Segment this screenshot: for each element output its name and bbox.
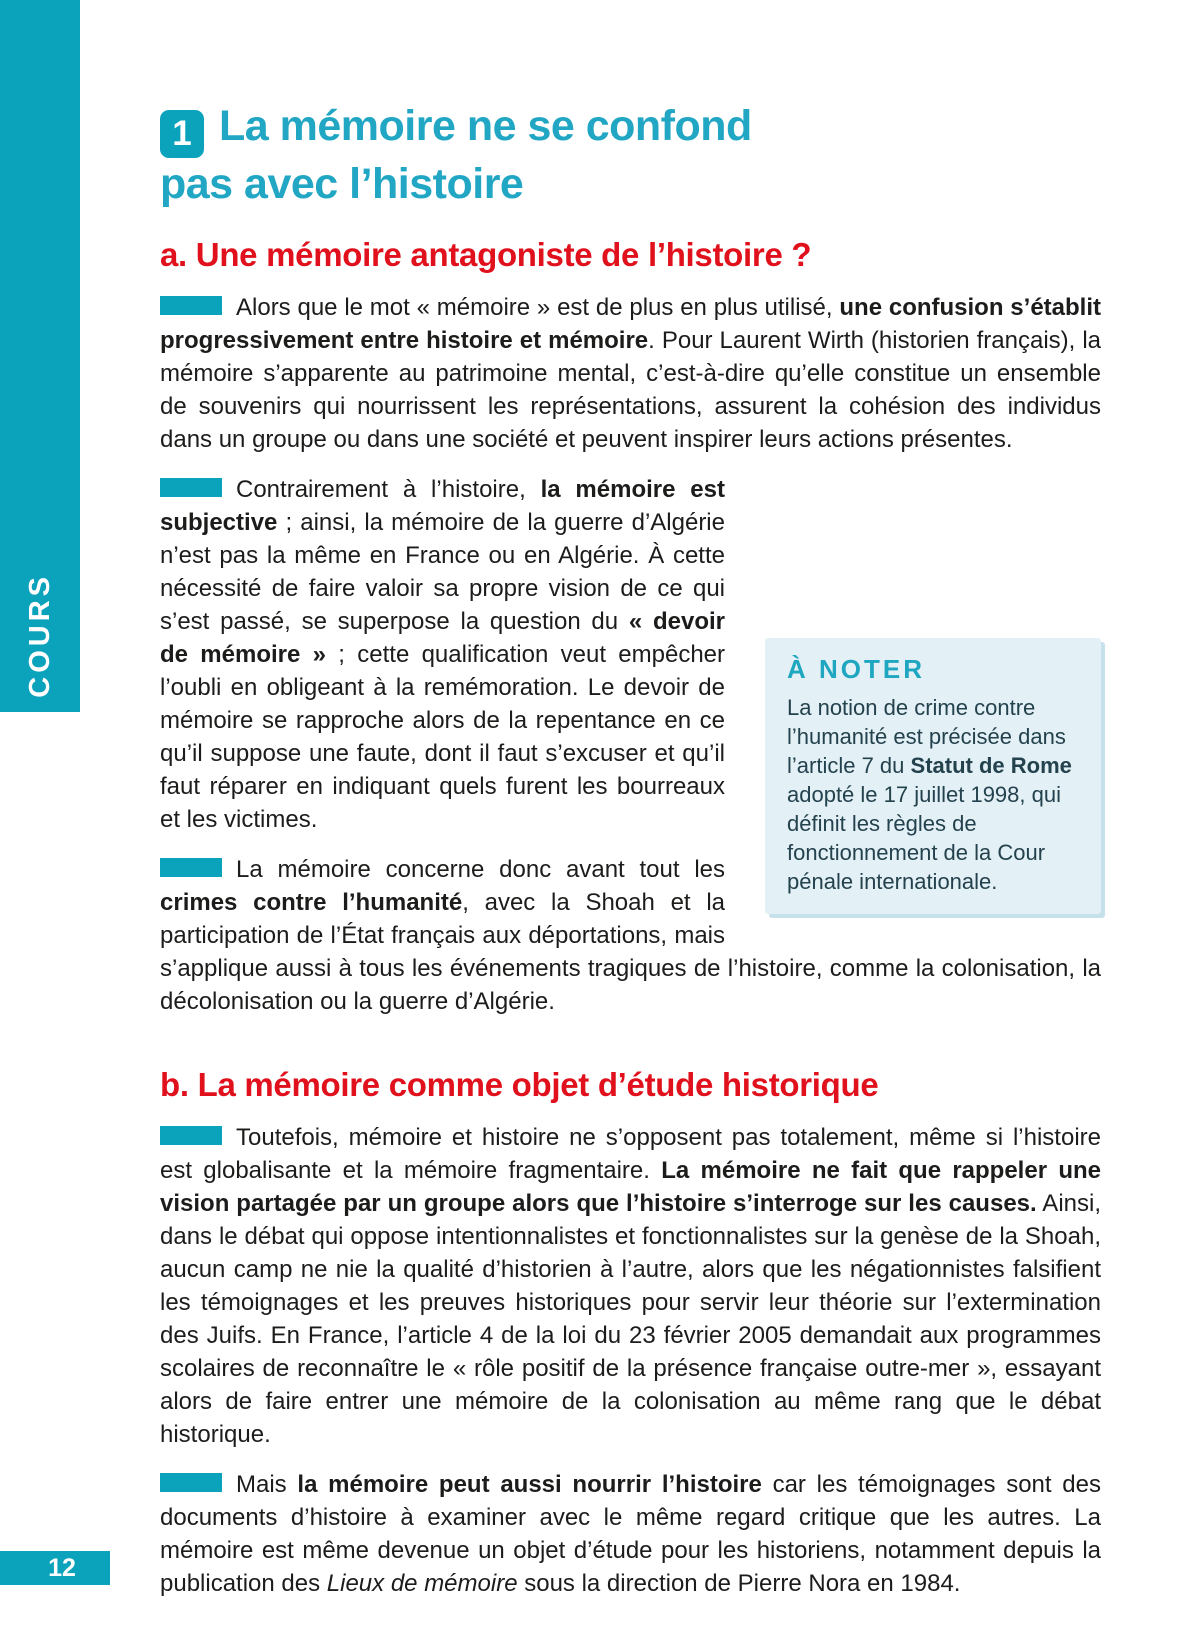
paragraph-bullet-mark <box>160 858 222 877</box>
paragraph-3-text: La mémoire concerne donc avant tout les crimes contre l’humanité, avec la Shoah et la participation de l’État français aux déportations, mais s’applique aussi à tous les événements tragiques de l’histoire, comme la colonisation, la décolonisation ou la guerre d’Algérie. <box>160 856 1101 1015</box>
paragraph-5 <box>160 1468 1101 1600</box>
paragraph-bullet-mark <box>160 478 222 497</box>
paragraph-bullet-mark <box>160 1126 222 1145</box>
section-number-badge: 1 <box>160 110 204 158</box>
page-content <box>160 0 1101 1617</box>
paragraph-bullet-mark <box>160 1473 222 1492</box>
paragraph-1 <box>160 291 1101 456</box>
paragraph-4-text: Toutefois, mémoire et histoire ne s’opposent pas totalement, même si l’histoire est globalisante et la mémoire fragmentaire. La mémoire ne fait que rappeler une vision partagée par un groupe alors que l’histoire s’interroge sur les causes. Ainsi, dans le débat qui oppose intentionnalistes et fonctionnalistes sur la genèse de la Shoah, aucun camp ne nie la qualité d’historien à l’autre, alors que les négationnistes falsifient les témoignages et les preuves historiques pour servir leur théorie sur l’extermination des Juifs. En France, l’article 4 de la loi du 23 février 2005 demandait aux programmes scolaires de reconnaître le « rôle positif de la présence française outre-mer », essayant alors de faire entrer une mémoire de la colonisation au même rang que le débat historique. <box>160 1124 1101 1448</box>
note-box-label: À NOTER <box>787 654 925 684</box>
course-tab <box>0 0 80 712</box>
text-wrap-zone <box>160 473 1101 1035</box>
subsection-b-heading: b. La mémoire comme objet d’étude historique <box>160 1066 879 1103</box>
paragraph-bullet-mark <box>160 296 222 315</box>
course-tab-label: COURS <box>23 573 56 698</box>
page-number-badge <box>0 1551 110 1585</box>
note-box-text: La notion de crime contre l’humanité est précisée dans l’article 7 du Statut de Rome adopté le 17 juillet 1998, qui définit les règles de fonctionnement de la Cour pénale internationale. <box>787 695 1072 894</box>
section-title-line2: pas avec l’histoire <box>160 160 524 208</box>
paragraph-5-text: Mais la mémoire peut aussi nourrir l’histoire car les témoignages sont des documents d’histoire à examiner avec le même regard critique que les autres. La mémoire est même devenue un objet d’étude pour les historiens, notamment depuis la publication des Lieux de mémoire sous la direction de Pierre Nora en 1984. <box>160 1471 1101 1597</box>
subsection-a-heading: a. Une mémoire antagoniste de l’histoire ? <box>160 236 812 273</box>
section-heading <box>160 100 1101 211</box>
page-number-text: 12 <box>48 1553 76 1582</box>
section-title-line1: La mémoire ne se confond <box>219 102 752 150</box>
paragraph-1-text: Alors que le mot « mémoire » est de plus en plus utilisé, une confusion s’établit progressivement entre histoire et mémoire. Pour Laurent Wirth (historien français), la mémoire s’apparente au patrimoine mental, c’est-à-dire qu’elle constitue un ensemble de souvenirs qui nourrissent les représentations, assurent la cohésion des individus dans un groupe ou dans une société et peuvent inspirer leurs actions présentes. <box>160 294 1102 453</box>
paragraph-2-text: Contrairement à l’histoire, la mémoire est subjective ; ainsi, la mémoire de la guerre d’Algérie n’est pas la même en France ou en Algérie. À cette nécessité de faire valoir sa propre vision de ce qui s’est passé, se superpose la question du « devoir de mémoire » ; cette qualification veut empêcher l’oubli en obligeant à la remémoration. Le devoir de mémoire se rapproche alors de la repentance en ce qu’il suppose une faute, dont il faut s’excuser et qu’il faut réparer en indiquant quels furent les bourreaux et les victimes. <box>160 476 726 833</box>
paragraph-4 <box>160 1121 1101 1451</box>
note-box <box>765 638 1101 914</box>
